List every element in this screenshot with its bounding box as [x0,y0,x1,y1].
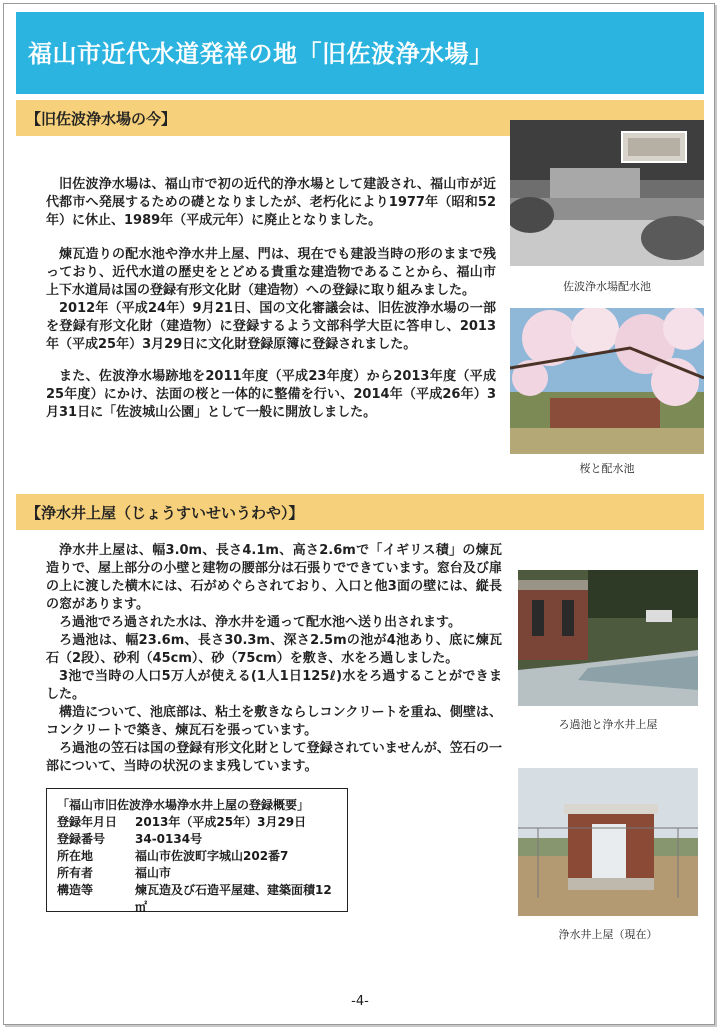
registration-summary-box [46,788,348,912]
cherry-blossom-photo-image [510,308,704,454]
section2-paragraph-1: 浄水井上屋は、幅3.0m、長さ4.1m、高さ2.6mで「イギリス積」の煉瓦造りで、屋上部分の小壁と建物の腰部分は石張りでできています。窓台及び扉の上に渡した横木には、石がめぐらされており、入口と他3面の壁には、縦長の窓があります。 [46,543,502,612]
registration-row [57,865,337,882]
section2-paragraph-2: ろ過池でろ過された水は、浄水井を通って配水池へ送り出されます。 [59,615,461,630]
section1-heading: 【旧佐波浄水場の今】 [16,100,704,136]
filter-pond-photo-caption: ろ過池と浄水井上屋 [558,718,658,731]
section2-paragraph-4: 3池で当時の人口5万人が使える(1人1日125ℓ)水をろ過することができました。 [46,669,502,702]
reservoir-photo-image [510,120,704,266]
registration-value: 34-0134号 [135,832,203,846]
registration-value: 福山市 [135,866,172,880]
filter-pond-photo [518,570,698,706]
title-bar [16,12,704,94]
page-title: 福山市近代水道発祥の地「旧佐波浄水場」 [28,40,494,68]
cherry-blossom-photo-caption: 桜と配水池 [579,462,635,475]
registration-row [57,814,337,831]
registration-label: 登録年月日 [57,815,118,829]
section1-paragraph-3: 2012年（平成24年）9月21日、国の文化審議会は、旧佐波浄水場の一部を登録有形文化財（建造物）に登録するよう文部科学大臣に答申し、2013年（平成25年）3月29日に文化財登録原簿に登録されました。 [46,301,496,352]
registration-label: 登録番号 [57,832,106,846]
section1-paragraph-4: また、佐波浄水場跡地を2011年度（平成23年度）から2013年度（平成25年度）にかけ、法面の桜と一体的に整備を行い、2014年（平成26年）3月31日に「佐波城山公園」として一般に開放しました。 [46,369,496,420]
registration-row [57,882,337,916]
registration-value: 福山市佐波町字城山202番7 [135,849,289,863]
section1-paragraph-1: 旧佐波浄水場は、福山市で初の近代的浄水場として建設され、福山市が近代都市へ発展するための礎となりましたが、老朽化により1977年（昭和52年）に休止、1989年（平成元年）に廃止となりました。 [46,177,496,228]
section2-paragraph-3: ろ過池は、幅23.6m、長さ30.3m、深さ2.5mの池が4池あり、底に煉瓦石（2段）、砂利（45cm）、砂（75cm）を敷き、水をろ過しました。 [46,633,502,666]
page-number: -4- [351,994,369,1009]
registration-row [57,848,337,865]
registration-label: 所有者 [57,866,94,880]
reservoir-photo [510,120,704,266]
registration-title: 「福山市旧佐波浄水場浄水井上屋の登録概要」 [57,798,310,812]
well-house-photo-image [518,768,698,916]
registration-value: 2013年（平成25年）3月29日 [135,815,307,829]
well-house-photo [518,768,698,916]
section2-paragraph-5: 構造について、池底部は、粘土を敷きならしコンクリートを重ね、側壁は、コンクリートで築き、煉瓦石を張っています。 [46,705,502,738]
section2-heading: 【浄水井上屋（じょうすいせいうわや）】 [16,494,704,530]
section1-paragraph-2: 煉瓦造りの配水池や浄水井上屋、門は、現在でも建設当時の形のままで残っており、近代水道の歴史をとどめる貴重な建造物であることから、福山市上下水道局は国の登録有形文化財（建造物）への登録に取り組みました。 [46,247,496,298]
filter-pond-photo-image [518,570,698,706]
cherry-blossom-photo [510,308,704,454]
registration-label: 所在地 [57,849,94,863]
reservoir-photo-caption: 佐波浄水場配水池 [563,280,651,293]
well-house-photo-caption: 浄水井上屋（現在） [558,928,658,941]
registration-label: 構造等 [57,883,94,897]
section2-paragraph-6: ろ過池の笠石は国の登録有形文化財として登録されていませんが、笠石の一部について、当時の状況のまま残しています。 [46,741,502,774]
registration-value: 煉瓦造及び石造平屋建、建築面積12㎡ [135,883,332,914]
registration-row [57,831,337,848]
